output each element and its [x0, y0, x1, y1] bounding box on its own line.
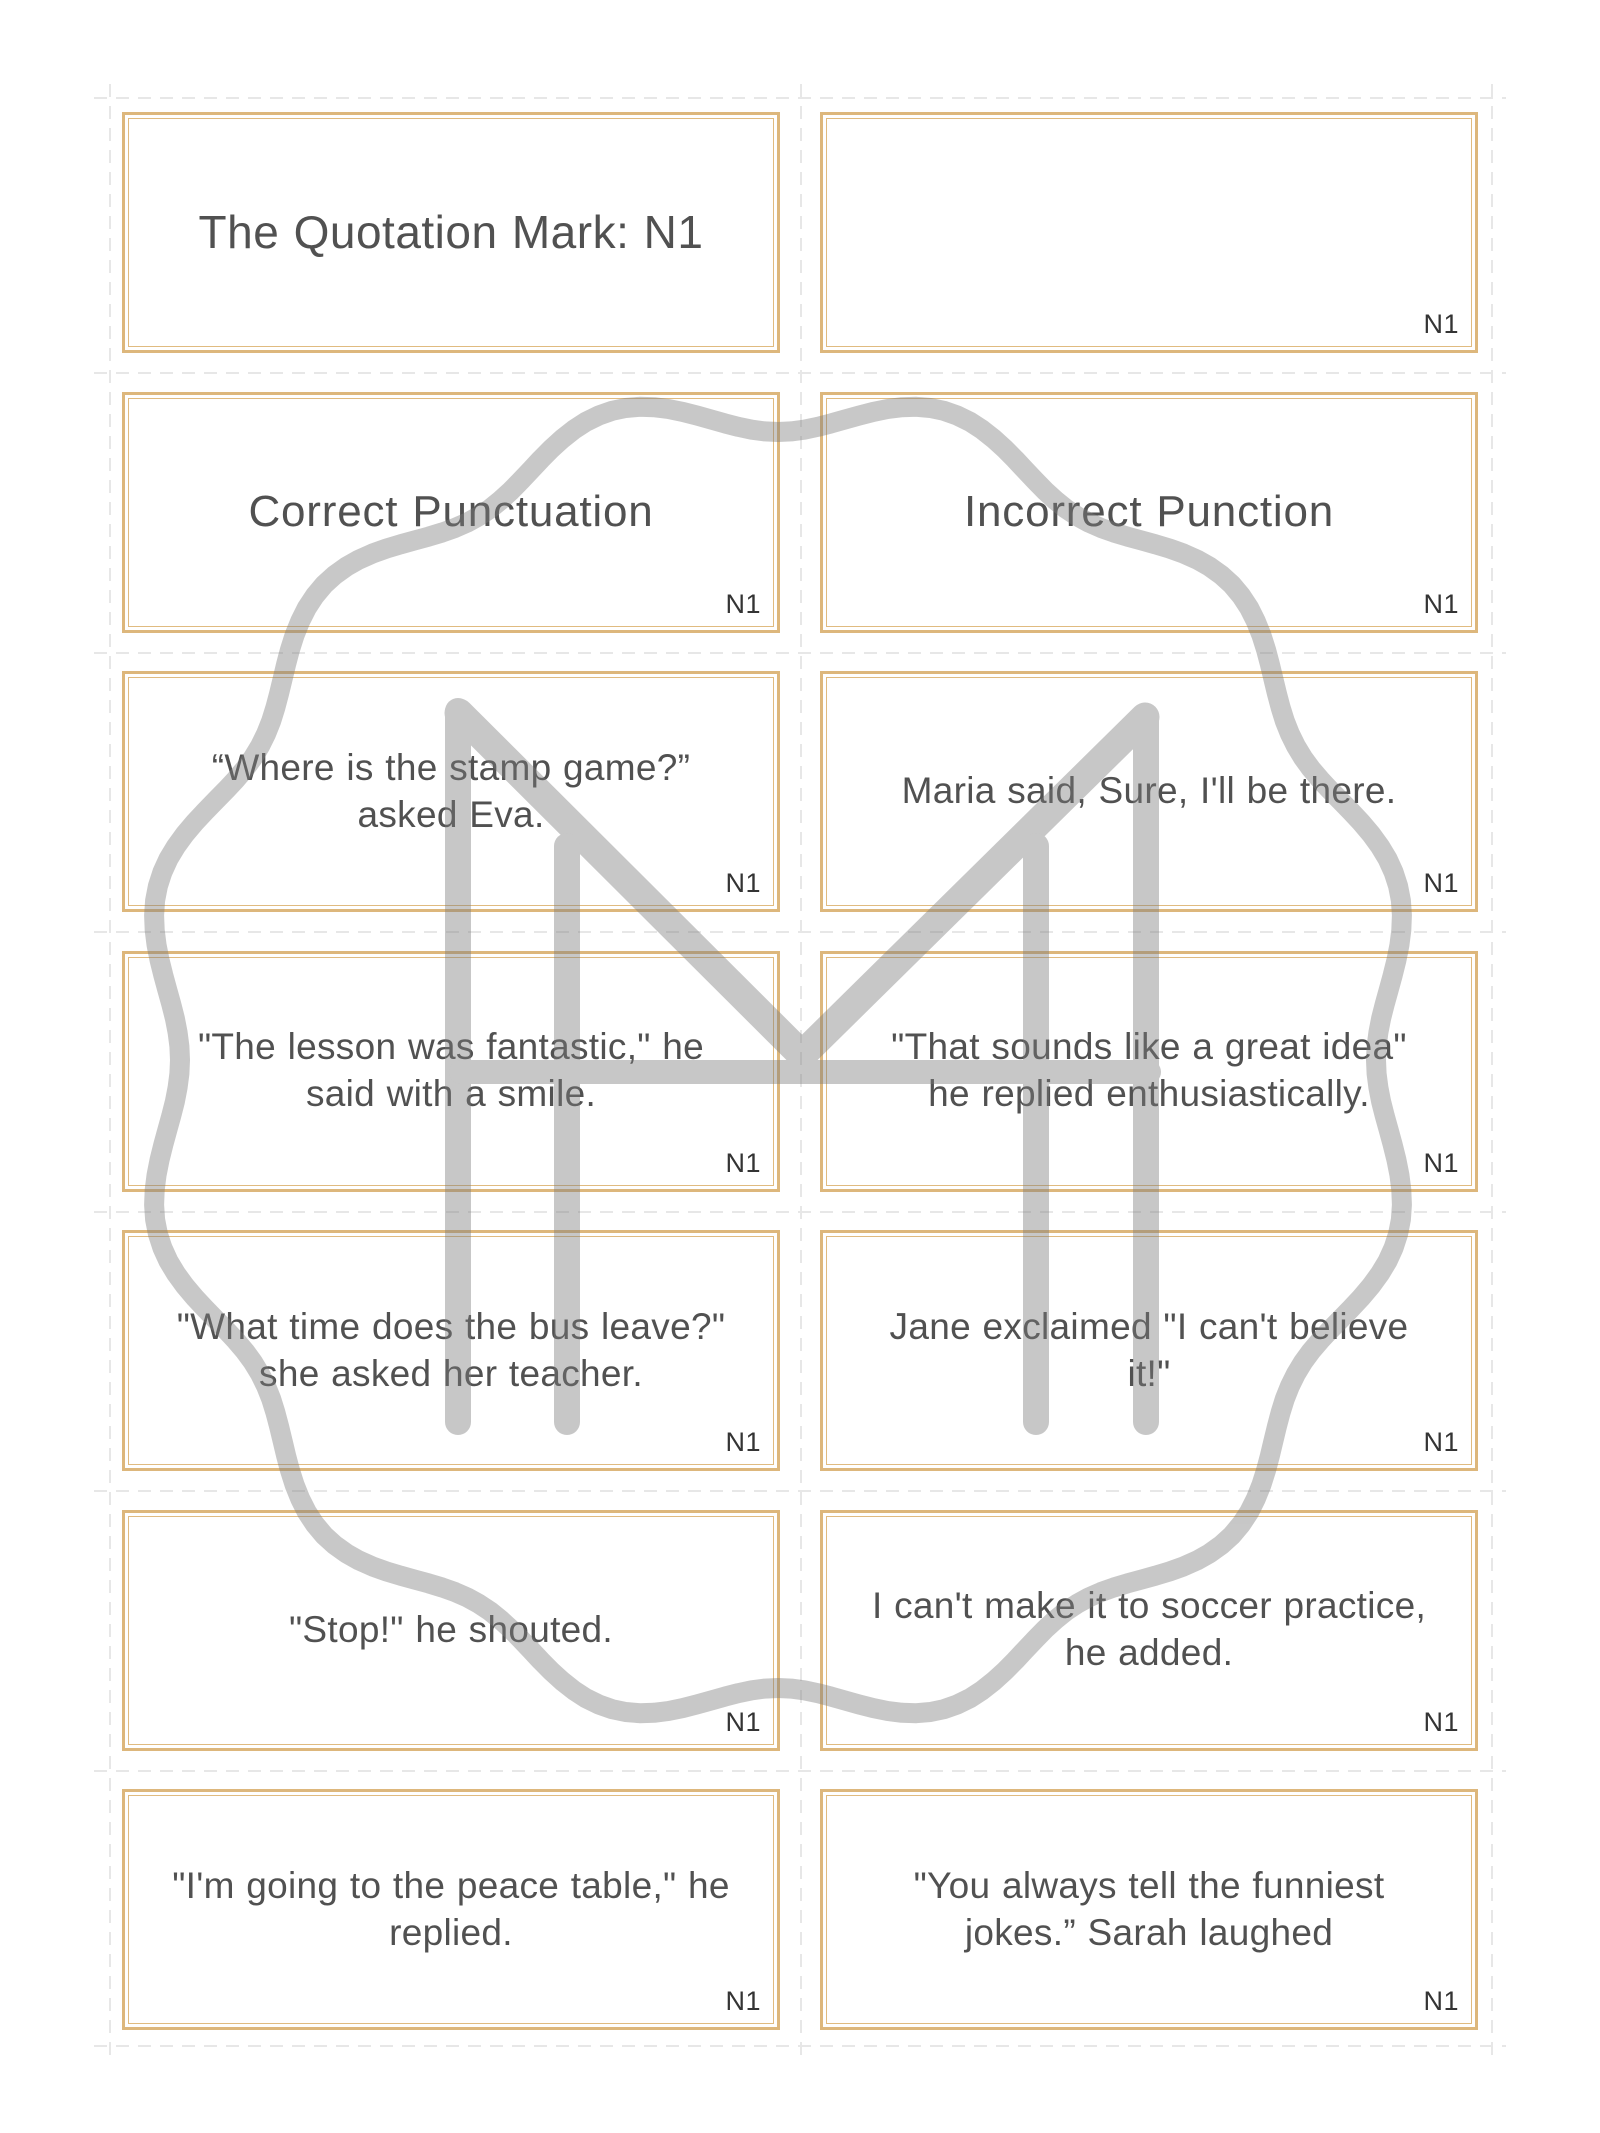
card-text: Incorrect Punction	[963, 487, 1335, 537]
card-r7-right	[820, 1789, 1478, 2030]
card-r1-left	[122, 112, 780, 353]
card-r7-left	[122, 1789, 780, 2030]
card-corner-code: N1	[725, 1986, 761, 2016]
card-r1-right	[820, 112, 1478, 353]
card-inner-border	[826, 118, 1472, 347]
card-corner-code: N1	[725, 1706, 761, 1737]
card-text: Jane exclaimed "I can't believe it!"	[889, 1305, 1409, 1394]
card-corner-code: N1	[725, 1147, 761, 1178]
card-r3-right	[820, 671, 1478, 912]
card-text: "Stop!" he shouted.	[288, 1608, 614, 1650]
card-r6-left	[122, 1510, 780, 1751]
card-text: "What time does the bus leave?" she asked her teacher.	[176, 1305, 726, 1394]
card-r4-left	[122, 951, 780, 1192]
card-text: The Quotation Mark: N1	[198, 206, 704, 259]
card-corner-code: N1	[725, 1427, 761, 1457]
card-text: Maria said, Sure, I'll be there.	[901, 770, 1397, 811]
card-text: "You always tell the funniest jokes.” Sarah laughed	[913, 1864, 1385, 1953]
card-text: "I'm going to the peace table," he replied.	[172, 1864, 730, 1953]
card-corner-code: N1	[1423, 588, 1459, 619]
card-corner-code: N1	[1423, 1147, 1459, 1178]
card-corner-code: N1	[1423, 309, 1459, 339]
card-text: “Where is the stamp game?” asked Eva.	[211, 746, 691, 835]
card-r2-right	[820, 392, 1478, 633]
cut-line-vertical	[109, 84, 111, 2056]
card-corner-code: N1	[725, 588, 761, 619]
card-grid	[122, 112, 1478, 2030]
card-text: I can't make it to soccer practice, he added.	[871, 1585, 1427, 1673]
card-text: Correct Punctuation	[248, 487, 654, 537]
card-r2-left	[122, 392, 780, 633]
card-text: "That sounds like a great idea" he replied enthusiastically.	[891, 1026, 1407, 1114]
card-corner-code: N1	[1423, 1706, 1459, 1737]
card-r4-right	[820, 951, 1478, 1192]
card-corner-code: N1	[1423, 1986, 1459, 2016]
cut-line-vertical	[1491, 84, 1493, 2056]
card-r5-left	[122, 1230, 780, 1471]
card-corner-code: N1	[1423, 868, 1459, 898]
card-r3-left	[122, 671, 780, 912]
card-text: "The lesson was fantastic," he said with a smile.	[197, 1026, 705, 1114]
card-r6-right	[820, 1510, 1478, 1751]
card-corner-code: N1	[1423, 1427, 1459, 1457]
card-r5-right	[820, 1230, 1478, 1471]
card-corner-code: N1	[725, 868, 761, 898]
